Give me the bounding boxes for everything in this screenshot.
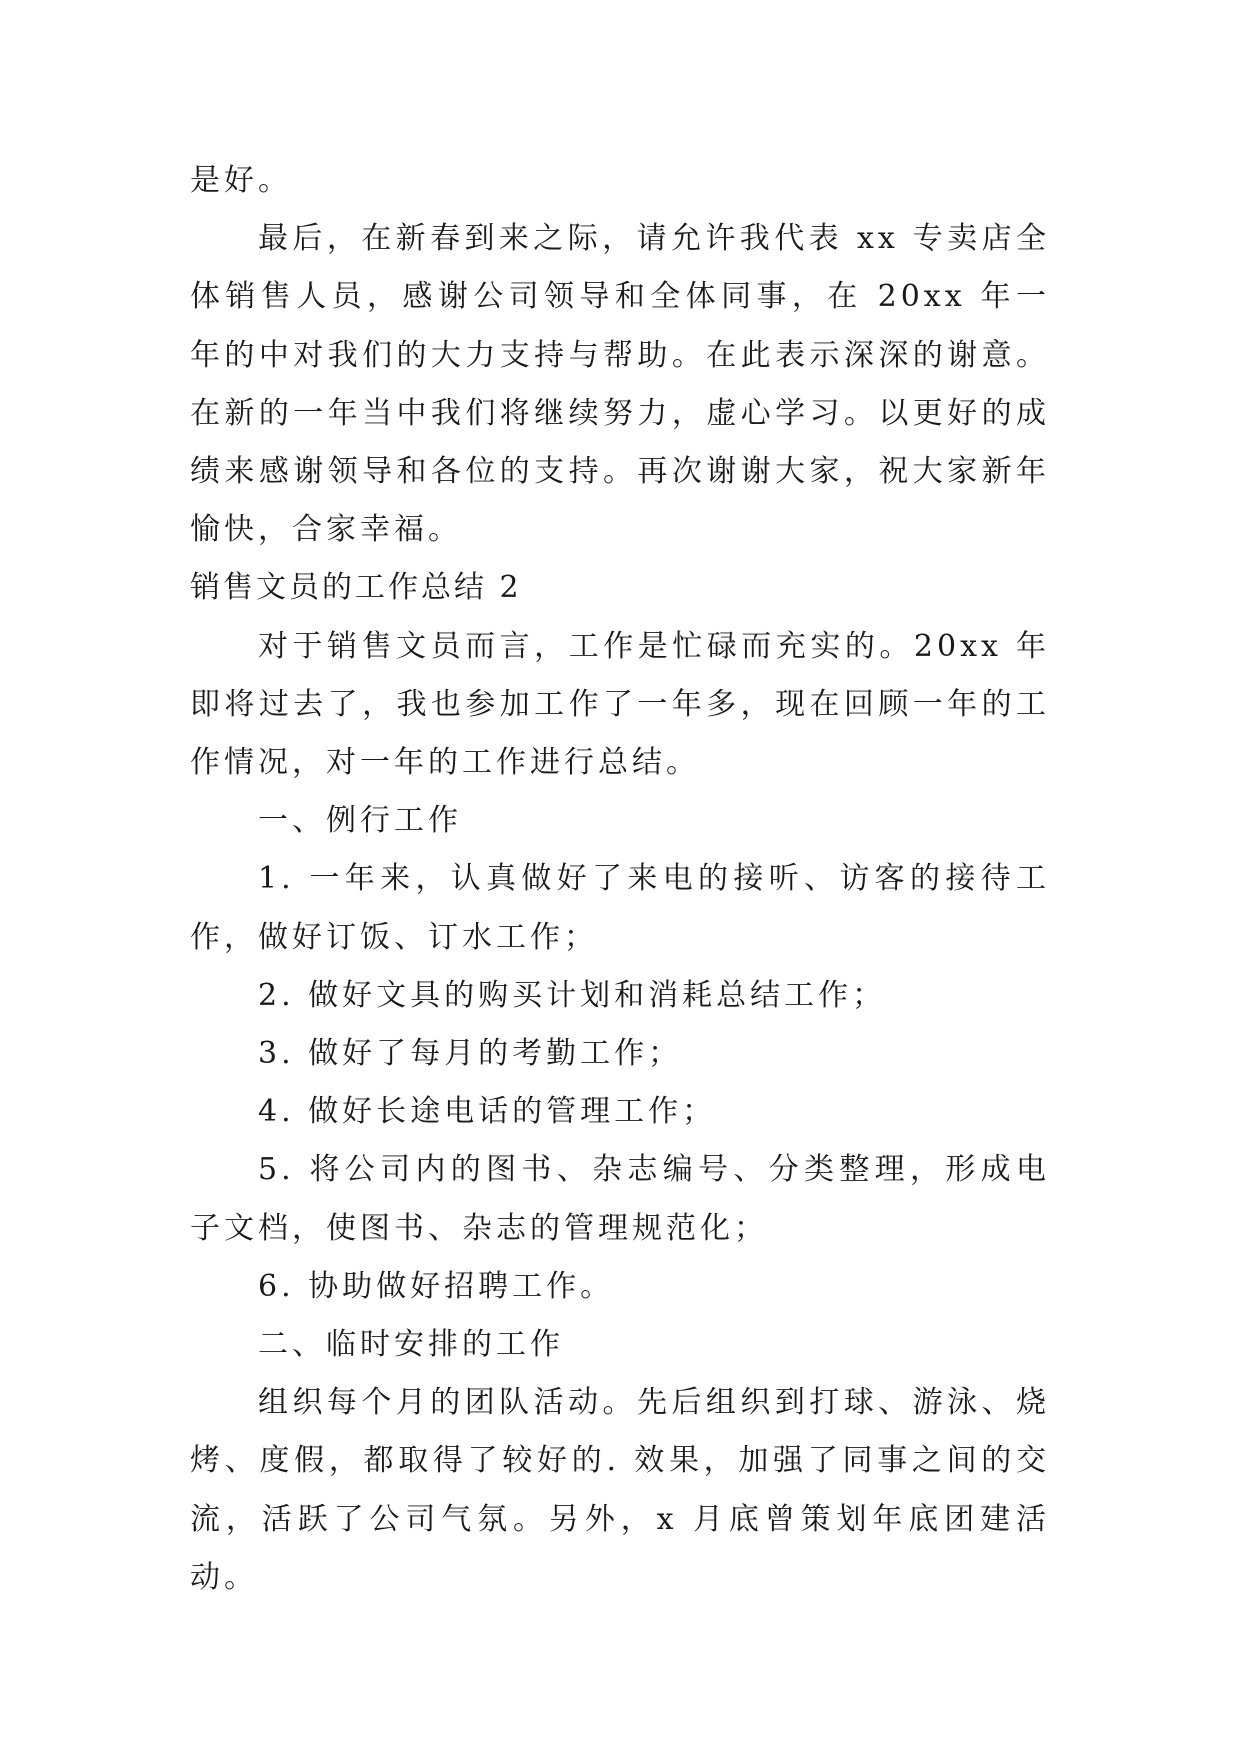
- list-item-3: 3. 做好了每月的考勤工作；: [258, 1036, 683, 1072]
- subheading-routine-work: 一、例行工作: [258, 803, 462, 839]
- paragraph-intro: 对于销售文员而言，工作是忙碌而充实的。20xx 年即将过去了，我也参加工作了一年多，现在回顾一年的工作情况，对一年的工作进行总结。: [190, 628, 1050, 781]
- list-item-1: 1. 一年来，认真做好了来电的接听、访客的接待工作，做好订饭、订水工作；: [190, 861, 1050, 955]
- list-item-5: 5. 将公司内的图书、杂志编号、分类整理，形成电子文档，使图书、杂志的管理规范化；: [190, 1152, 1050, 1246]
- document-body: [190, 152, 1050, 1607]
- subheading-temporary-work: 二、临时安排的工作: [258, 1327, 564, 1363]
- list-item-2: 2. 做好文具的购买计划和消耗总结工作；: [258, 977, 887, 1013]
- list-item-6: 6. 协助做好招聘工作。: [258, 1268, 615, 1304]
- paragraph-closing-thanks: 最后，在新春到来之际，请允许我代表 xx 专卖店全体销售人员，感谢公司领导和全体同事，在 20xx 年一年的中对我们的大力支持与帮助。在此表示深深的谢意。在新的一年当中我们将继续努力，虚心学习。以更好的成绩来感谢领导和各位的支持。再次谢谢大家，祝大家新年愉快，合家幸福。: [190, 221, 1050, 548]
- paragraph-team-activities: 组织每个月的团队活动。先后组织到打球、游泳、烧烤、度假，都取得了较好的. 效果，加强了同事之间的交流，活跃了公司气氛。另外，x 月底曾策划年底团建活动。: [190, 1385, 1050, 1595]
- paragraph-closing-fragment: 是好。: [190, 163, 292, 198]
- section-title: 销售文员的工作总结 2: [190, 570, 522, 606]
- list-item-4: 4. 做好长途电话的管理工作；: [258, 1094, 717, 1130]
